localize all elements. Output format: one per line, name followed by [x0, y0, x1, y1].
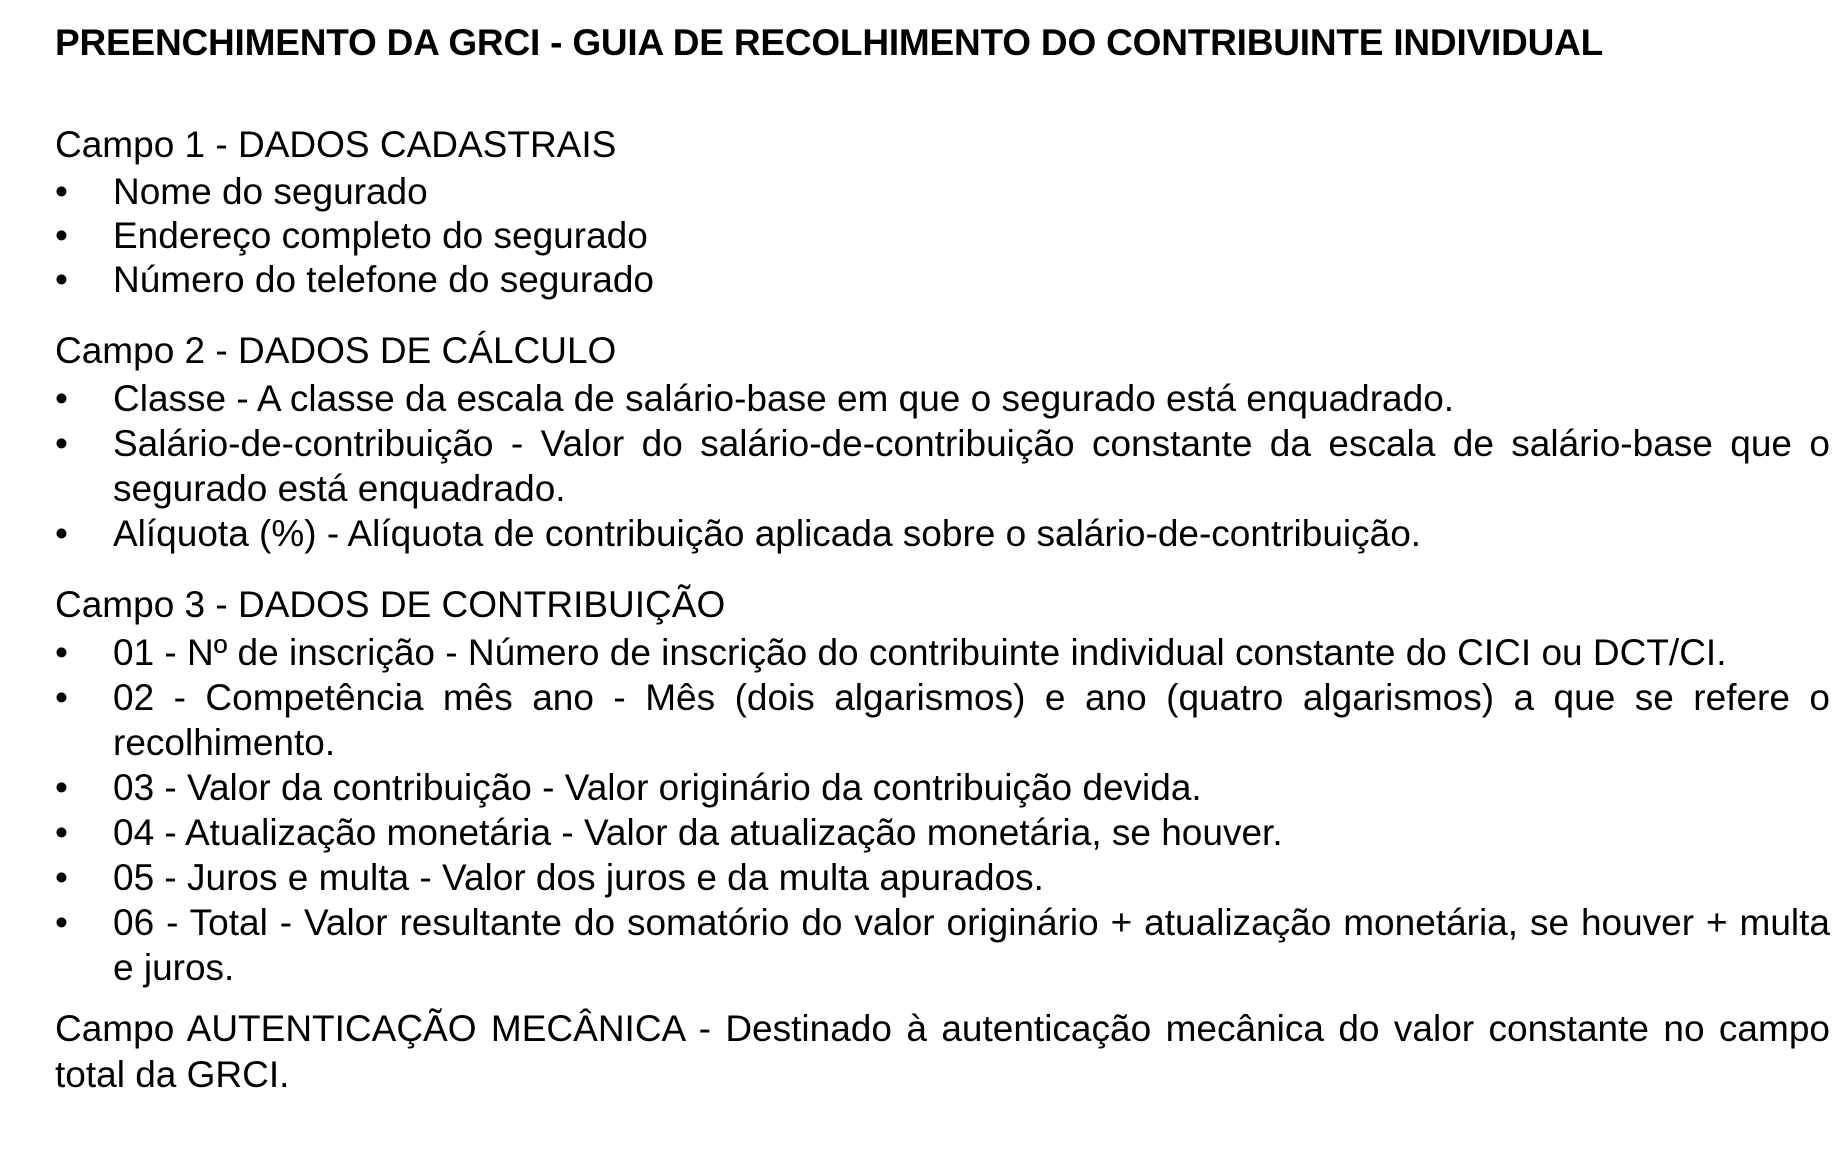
bullet-list — [55, 630, 1830, 990]
bullet-icon: • — [55, 423, 68, 464]
list-item-text: Classe - A classe da escala de salário-base em que o segurado está enquadrado. — [113, 378, 1455, 419]
bullet-icon: • — [55, 378, 68, 419]
list-item — [55, 900, 1830, 990]
list-item — [55, 765, 1830, 810]
bullet-icon: • — [55, 632, 68, 673]
list-item-text: Número do telefone do segurado — [113, 259, 654, 300]
document-page — [55, 20, 1830, 1098]
list-item-text: 04 - Atualização monetária - Valor da atualização monetária, se houver. — [113, 812, 1283, 853]
section-campo-1 — [55, 122, 1830, 302]
list-item-text: Nome do segurado — [113, 171, 428, 212]
bullet-list — [55, 170, 1830, 302]
list-item-text: 06 - Total - Valor resultante do somatório do valor originário + atualização monetária, se houver + multa e juros. — [113, 902, 1830, 988]
list-item — [55, 421, 1830, 511]
section-campo-3 — [55, 582, 1830, 990]
bullet-icon: • — [55, 902, 68, 943]
section-heading: Campo 3 - DADOS DE CONTRIBUIÇÃO — [55, 584, 726, 625]
autenticacao-paragraph: Campo AUTENTICAÇÃO MECÂNICA - Destinado à autenticação mecânica do valor constante no campo total da GRCI. — [55, 1008, 1830, 1095]
list-item-text: Salário-de-contribuição - Valor do salário-de-contribuição constante da escala de salário-base que o segurado está enquadrado. — [113, 423, 1830, 509]
list-item — [55, 630, 1830, 675]
list-item-text: 05 - Juros e multa - Valor dos juros e da multa apurados. — [113, 857, 1044, 898]
list-item-text: 01 - Nº de inscrição - Número de inscrição do contribuinte individual constante do CICI ou DCT/CI. — [113, 632, 1727, 673]
list-item — [55, 376, 1830, 421]
list-item — [55, 214, 1830, 258]
bullet-icon: • — [55, 857, 68, 898]
list-item — [55, 258, 1830, 302]
list-item — [55, 810, 1830, 855]
list-item — [55, 170, 1830, 214]
bullet-list — [55, 376, 1830, 556]
list-item-text: Endereço completo do segurado — [113, 215, 648, 256]
bullet-icon: • — [55, 677, 68, 718]
bullet-icon: • — [55, 812, 68, 853]
bullet-icon: • — [55, 259, 68, 300]
list-item — [55, 855, 1830, 900]
section-campo-2 — [55, 328, 1830, 556]
bullet-icon: • — [55, 513, 68, 554]
list-item-text: 02 - Competência mês ano - Mês (dois algarismos) e ano (quatro algarismos) a que se refere o recolhimento. — [113, 677, 1830, 763]
bullet-icon: • — [55, 767, 68, 808]
list-item — [55, 675, 1830, 765]
list-item — [55, 511, 1830, 556]
section-heading: Campo 2 - DADOS DE CÁLCULO — [55, 330, 617, 371]
document-title: PREENCHIMENTO DA GRCI - GUIA DE RECOLHIMENTO DO CONTRIBUINTE INDIVIDUAL — [55, 22, 1604, 63]
bullet-icon: • — [55, 215, 68, 256]
bullet-icon: • — [55, 171, 68, 212]
list-item-text: Alíquota (%) - Alíquota de contribuição aplicada sobre o salário-de-contribuição. — [113, 513, 1422, 554]
list-item-text: 03 - Valor da contribuição - Valor originário da contribuição devida. — [113, 767, 1202, 808]
section-heading: Campo 1 - DADOS CADASTRAIS — [55, 124, 617, 165]
